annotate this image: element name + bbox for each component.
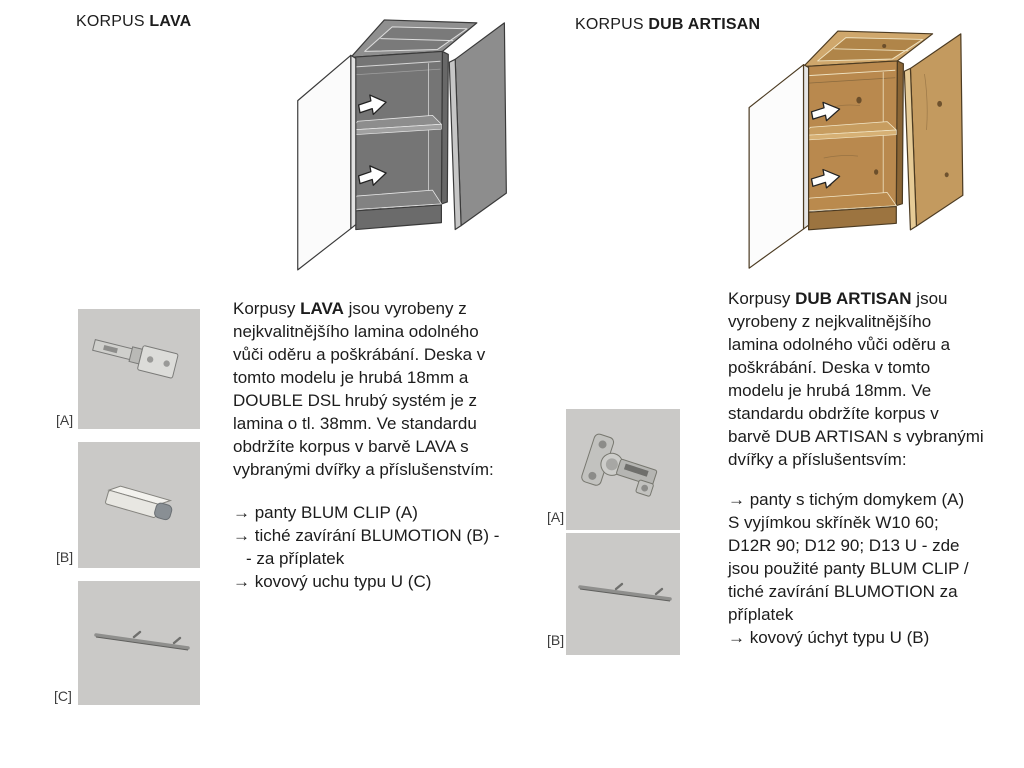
feature-item: S vyjímkou skříněk W10 60; — [728, 513, 939, 532]
paragraph-line: standardu obdržíte korpus v — [728, 404, 939, 423]
feature-item: → panty BLUM CLIP (A) — [233, 503, 418, 522]
hardware-photo-box-a — [78, 309, 200, 429]
feature-item: → tiché zavírání BLUMOTION (B) - — [233, 526, 500, 545]
paragraph-line: Korpusy LAVA jsou vyrobeny z — [233, 299, 467, 318]
softclose-hinge-icon — [566, 409, 680, 530]
feature-item: → kovový uchu typu U (C) — [233, 572, 432, 591]
paragraph-line: vybranými dvířky a příslušenstvím: — [233, 460, 494, 479]
hardware-photo-box-b — [78, 442, 200, 568]
section-title-lava — [76, 13, 191, 31]
cabinet-illustration-dub-artisan — [733, 18, 985, 270]
description-lava — [233, 297, 528, 481]
hardware-photo-box-b — [566, 533, 680, 655]
feature-list-lava — [233, 501, 499, 593]
paragraph-line: obdržíte korpus v barvě LAVA s — [233, 437, 469, 456]
paragraph-line: tomto modelu je hrubá 18mm a — [233, 368, 469, 387]
paragraph-line: dvířky a příslušentsvím: — [728, 450, 907, 469]
feature-list-dub-artisan — [728, 488, 969, 649]
title-prefix: KORPUS — [76, 13, 150, 30]
feature-item-continuation: - za příplatek — [246, 549, 345, 568]
hardware-label-b: [B] — [547, 632, 565, 648]
blumotion-damper-icon — [78, 442, 200, 568]
paragraph-line: Korpusy DUB ARTISAN jsou — [728, 289, 948, 308]
feature-item: příplatek — [728, 605, 794, 624]
paragraph-line: poškrábání. Deska v tomto — [728, 358, 931, 377]
clip-hinge-icon — [78, 309, 200, 429]
paragraph-line: modelu je hrubá 18mm. Ve — [728, 381, 932, 400]
hardware-label-b: [B] — [56, 549, 74, 565]
feature-item: → panty s tichým domykem (A) — [728, 490, 965, 509]
hardware-photo-box-c — [78, 581, 200, 705]
hardware-label-c: [C] — [54, 688, 72, 704]
paragraph-line: nejkvalitnějšího lamina odolného — [233, 322, 479, 341]
feature-item: D12R 90; D12 90; D13 U - zde — [728, 536, 960, 555]
cabinet-illustration-lava — [282, 6, 528, 272]
feature-item: tiché zavírání BLUMOTION za — [728, 582, 958, 601]
paragraph-line: lamina o tl. 38mm. Ve standardu — [233, 414, 477, 433]
paragraph-line: DOUBLE DSL hrubý systém je z — [233, 391, 478, 410]
paragraph-line: lamina odolného vůči oděru a — [728, 335, 951, 354]
hardware-label-a: [A] — [56, 412, 74, 428]
description-dub-artisan — [728, 287, 1020, 471]
feature-item: → kovový úchyt typu U (B) — [728, 628, 930, 647]
title-emphasis: LAVA — [149, 13, 192, 30]
hardware-label-a: [A] — [547, 509, 565, 525]
paragraph-line: vůči oděru a poškrábání. Deska v — [233, 345, 486, 364]
u-handle-icon — [566, 533, 680, 655]
paragraph-line: vyrobeny z nejkvalitnějšího — [728, 312, 932, 331]
paragraph-line: barvě DUB ARTISAN s vybranými — [728, 427, 984, 446]
hardware-photo-box-a — [566, 409, 680, 530]
title-emphasis: DUB ARTISAN — [648, 16, 761, 33]
u-handle-icon — [78, 581, 200, 705]
title-prefix: KORPUS — [575, 16, 649, 33]
feature-item: jsou použité panty BLUM CLIP / — [728, 559, 969, 578]
